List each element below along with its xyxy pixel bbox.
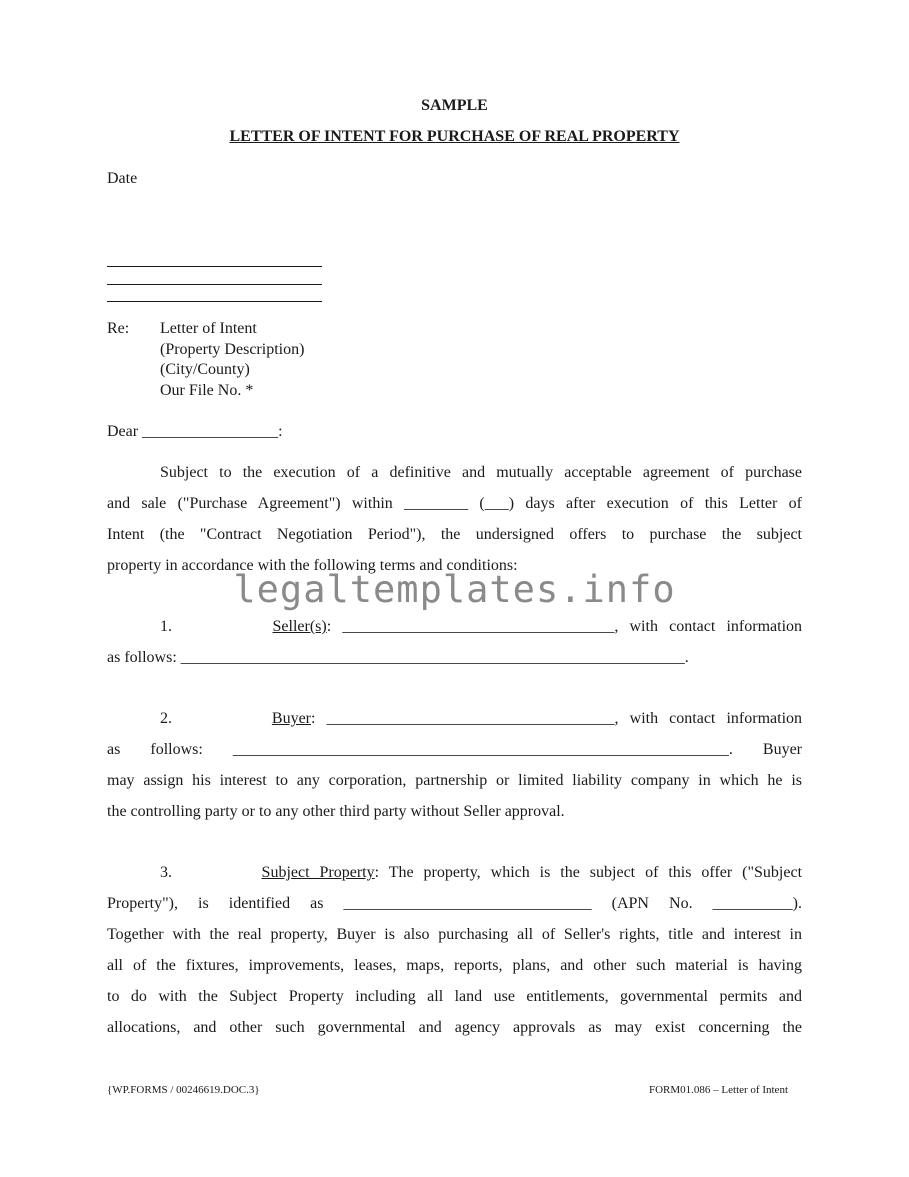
re-line: Our File No. *: [160, 382, 254, 399]
footer-doc-id: {WP.FORMS / 00246619.DOC.3}: [107, 1084, 260, 1096]
re-line: (City/County): [160, 361, 250, 378]
recipient-address-line-1: [107, 266, 322, 267]
date-label: Date: [107, 170, 138, 187]
section-heading: Buyer: [271, 710, 311, 727]
intro-paragraph: [107, 457, 802, 581]
paragraph-line: and sale ("Purchase Agreement") within ________ (___) days after execution of this Letter of: [107, 495, 802, 512]
paragraph-line: the controlling party or to any other third party without Seller approval.: [107, 803, 565, 820]
paragraph-line: Subject to the execution of a definitive and mutually acceptable agreement of purchase: [160, 464, 802, 481]
salutation: Dear _________________:: [107, 423, 283, 440]
paragraph-line: as follows: ______________________________________________________________. Buyer: [107, 741, 802, 758]
re-line: (Property Description): [160, 341, 305, 358]
paragraph-line: Together with the real property, Buyer is also purchasing all of Seller's rights, title and interest in: [107, 926, 802, 943]
recipient-address-line-3: [107, 301, 322, 302]
section-line-rest: : ____________________________________, with contact information: [311, 710, 803, 727]
section-heading: Subject Property: [261, 864, 375, 881]
document-title: SAMPLE: [421, 97, 488, 114]
paragraph-line: as follows: _______________________________________________________________.: [107, 649, 689, 666]
section-first-line: [107, 611, 802, 642]
footer-form-id: FORM01.086 – Letter of Intent: [648, 1084, 788, 1096]
re-label: Re:: [107, 320, 130, 337]
paragraph-line: all of the fixtures, improvements, leases, maps, reports, plans, and other such material is having: [107, 957, 802, 974]
recipient-address-line-2: [107, 284, 322, 285]
section-subject-property: [107, 857, 802, 1043]
document-subtitle: LETTER OF INTENT FOR PURCHASE OF REAL PROPERTY: [229, 128, 680, 145]
section-number: 2.: [160, 710, 172, 727]
paragraph-line: Intent (the "Contract Negotiation Period"), the undersigned offers to purchase the subject: [107, 526, 802, 543]
re-line: Letter of Intent: [160, 320, 257, 337]
section-line-rest: : __________________________________, with contact information: [326, 618, 803, 635]
watermark: legaltemplates.info: [233, 568, 676, 611]
section-number: 3.: [160, 864, 172, 881]
paragraph-line: Property"), is identified as _______________________________ (APN No. __________).: [107, 895, 802, 912]
section-first-line: [107, 857, 802, 888]
section-line-rest: : The property, which is the subject of this offer ("Subject: [374, 864, 803, 881]
section-first-line: [107, 703, 802, 734]
paragraph-line: property in accordance with the following terms and conditions:: [107, 557, 518, 574]
section-buyer: [107, 703, 802, 827]
section-seller: [107, 611, 802, 673]
paragraph-line: may assign his interest to any corporation, partnership or limited liability company in which he is: [107, 772, 802, 789]
section-number: 1.: [160, 618, 172, 635]
paragraph-line: to do with the Subject Property including all land use entitlements, governmental permits and: [107, 988, 802, 1005]
paragraph-line: allocations, and other such governmental and agency approvals as may exist concerning the: [107, 1019, 802, 1036]
section-heading: Seller(s): [272, 618, 327, 635]
